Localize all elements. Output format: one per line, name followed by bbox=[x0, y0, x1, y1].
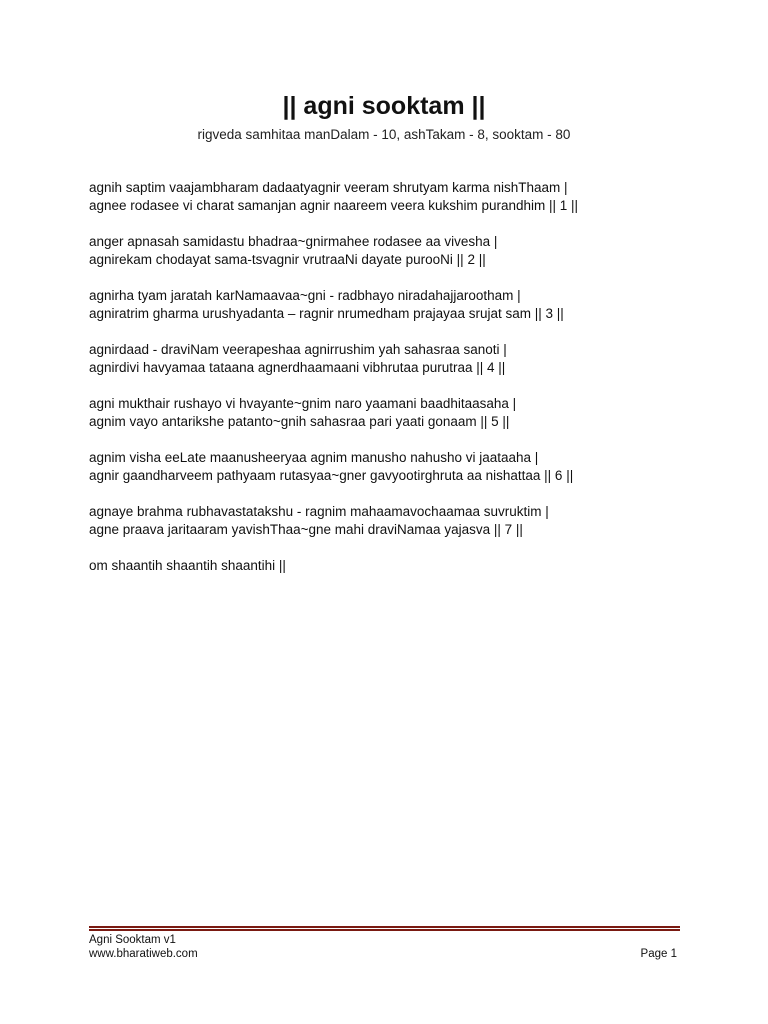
verse-line: agnirdaad - draviNam veerapeshaa agnirrushim yah sahasraa sanoti | bbox=[89, 342, 507, 357]
verse-line: agniratrim gharma urushyadanta – ragnir nrumedham prajayaa srujat sam || 3 || bbox=[89, 306, 564, 321]
page-number: Page 1 bbox=[640, 948, 677, 960]
verse-line: agnirekam chodayat sama-tsvagnir vrutraaNi dayate purooNi || 2 || bbox=[89, 252, 486, 267]
verse-line: agnih saptim vaajambharam dadaatyagnir veeram shrutyam karma nishThaam | bbox=[89, 180, 568, 195]
verse-line: agnim visha eeLate maanusheeryaa agnim manusho nahusho vi jaataaha | bbox=[89, 450, 539, 465]
verse-2 bbox=[89, 233, 709, 269]
verse-1 bbox=[89, 179, 709, 215]
footer-website: www.bharatiweb.com bbox=[89, 948, 198, 960]
document-body bbox=[89, 179, 709, 593]
page-title: || agni sooktam || bbox=[282, 92, 486, 120]
verse-line: agnim vayo antarikshe patanto~gnih sahasraa pari yaati gonaam || 5 || bbox=[89, 414, 510, 429]
footer-doc-name: Agni Sooktam v1 bbox=[89, 934, 176, 946]
verse-line: agni mukthair rushayo vi hvayante~gnim naro yaamani baadhitaasaha | bbox=[89, 396, 517, 411]
verse-line: anger apnasah samidastu bhadraa~gnirmahee rodasee aa vivesha | bbox=[89, 234, 498, 249]
verse-line: agne praava jaritaaram yavishThaa~gne mahi draviNamaa yajasva || 7 || bbox=[89, 522, 523, 537]
verse-line: agnirha tyam jaratah karNamaavaa~gni - radbhayo niradahajjarootham | bbox=[89, 288, 521, 303]
verse-line: agnirdivi havyamaa tataana agnerdhaamaani vibhrutaa purutraa || 4 || bbox=[89, 360, 506, 375]
verse-7 bbox=[89, 503, 709, 539]
verse-5 bbox=[89, 395, 709, 431]
verse-3 bbox=[89, 287, 709, 323]
closing-line: om shaantih shaantih shaantihi || bbox=[89, 558, 286, 573]
verse-line: agnee rodasee vi charat samanjan agnir naareem veera kukshim purandhim || 1 || bbox=[89, 198, 579, 213]
footer-info bbox=[89, 933, 198, 961]
footer-divider bbox=[89, 926, 680, 931]
page-subtitle: rigveda samhitaa manDalam - 10, ashTakam - 8, sooktam - 80 bbox=[197, 127, 571, 142]
verse-line: agnir gaandharveem pathyaam rutasyaa~gner gavyootirghruta aa nishattaa || 6 || bbox=[89, 468, 574, 483]
verse-line: agnaye brahma rubhavastatakshu - ragnim mahaamavochaamaa suvruktim | bbox=[89, 504, 549, 519]
verse-6 bbox=[89, 449, 709, 485]
verse-4 bbox=[89, 341, 709, 377]
